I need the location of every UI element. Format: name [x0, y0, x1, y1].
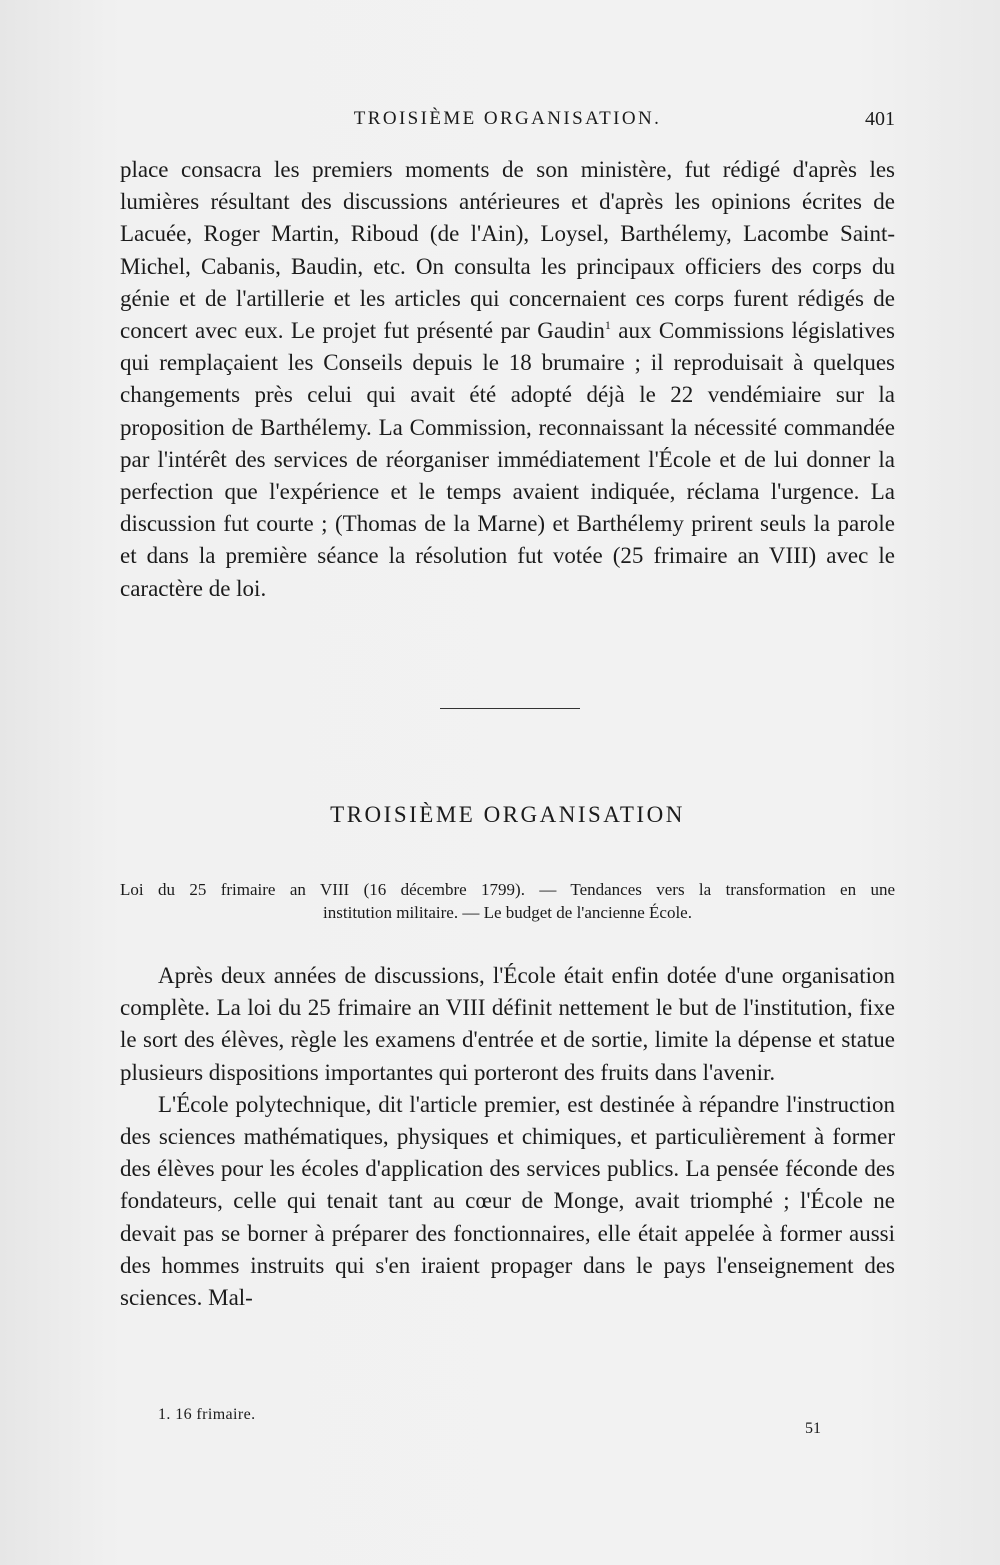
paragraph-1-text-b: aux Commissions législatives qui remplaçaient les Conseils depuis le 18 brumaire ; il reproduisait à quelques changements près celui qui avait été adopté déjà le 22 vendémiaire sur la proposition de Barthélemy. La Commission, reconnaissant la nécessité commandée par l'intérêt des services de réorganiser immédiatement l'École et de lui donner la perfection que l'expérience et le temps avaient indiquée, réclama l'urgence. La discussion fut courte ; (Thomas de la Marne) et Barthélemy prirent seuls la parole et dans la première séance la résolution fut votée (25 frimaire an VIII) avec le caractère de loi. [120, 318, 895, 601]
paragraph-1-text-a: place consacra les premiers moments de son ministère, fut rédigé d'après les lumières résultant des discussions antérieures et d'après les opinions écrites de Lacuée, Roger Martin, Riboud (de l'Ain), Loysel, Barthélemy, Lacombe Saint-Michel, Cabanis, Baudin, etc. On consulta les principaux officiers des corps du génie et de l'artillerie et les articles qui concernaient ces corps furent rédigés de concert avec eux. Le projet fut présenté par Gaudin [120, 157, 895, 344]
section-body [120, 960, 895, 1314]
summary-line-2: institution militaire. — Le budget de l'ancienne École. [323, 903, 692, 922]
footnote-reference: 1 [604, 318, 611, 333]
page-number: 401 [865, 108, 895, 130]
paragraph-2: Après deux années de discussions, l'École était enfin dotée d'une organisation complète. La loi du 25 frimaire an VIII définit nettement le but de l'institution, fixe le sort des élèves, règle les examens d'entrée et de sortie, limite la dépense et statue plusieurs dispositions importantes qui porteront des fruits dans l'avenir. [120, 963, 895, 1085]
running-title: TROISIÈME ORGANISATION. [353, 108, 662, 129]
paragraph-continued [120, 154, 895, 605]
section-heading: TROISIÈME ORGANISATION [330, 802, 685, 827]
running-head [120, 106, 895, 136]
footnote: 1. 16 frimaire. [158, 1406, 256, 1423]
paragraph-3: L'École polytechnique, dit l'article premier, est destinée à répandre l'instruction des sciences mathématiques, physiques et chimiques, et particulièrement à former des élèves pour les écoles d'application des services publics. La pensée féconde des fondateurs, celle qui tenait tant au cœur de Monge, avait triomphé ; l'École ne devait pas se borner à préparer des fonctionnaires, elle était appelée à former aussi des hommes instruits qui s'en iraient propager dans le pays l'enseignement des sciences. Mal- [120, 1091, 895, 1311]
signature-mark: 51 [805, 1420, 821, 1437]
paragraph-1 [120, 154, 895, 605]
section-divider [440, 708, 580, 709]
summary-line-1: Loi du 25 frimaire an VIII (16 décembre 1799). — Tendances vers la transformation en une [120, 880, 895, 899]
section-summary [120, 878, 895, 924]
